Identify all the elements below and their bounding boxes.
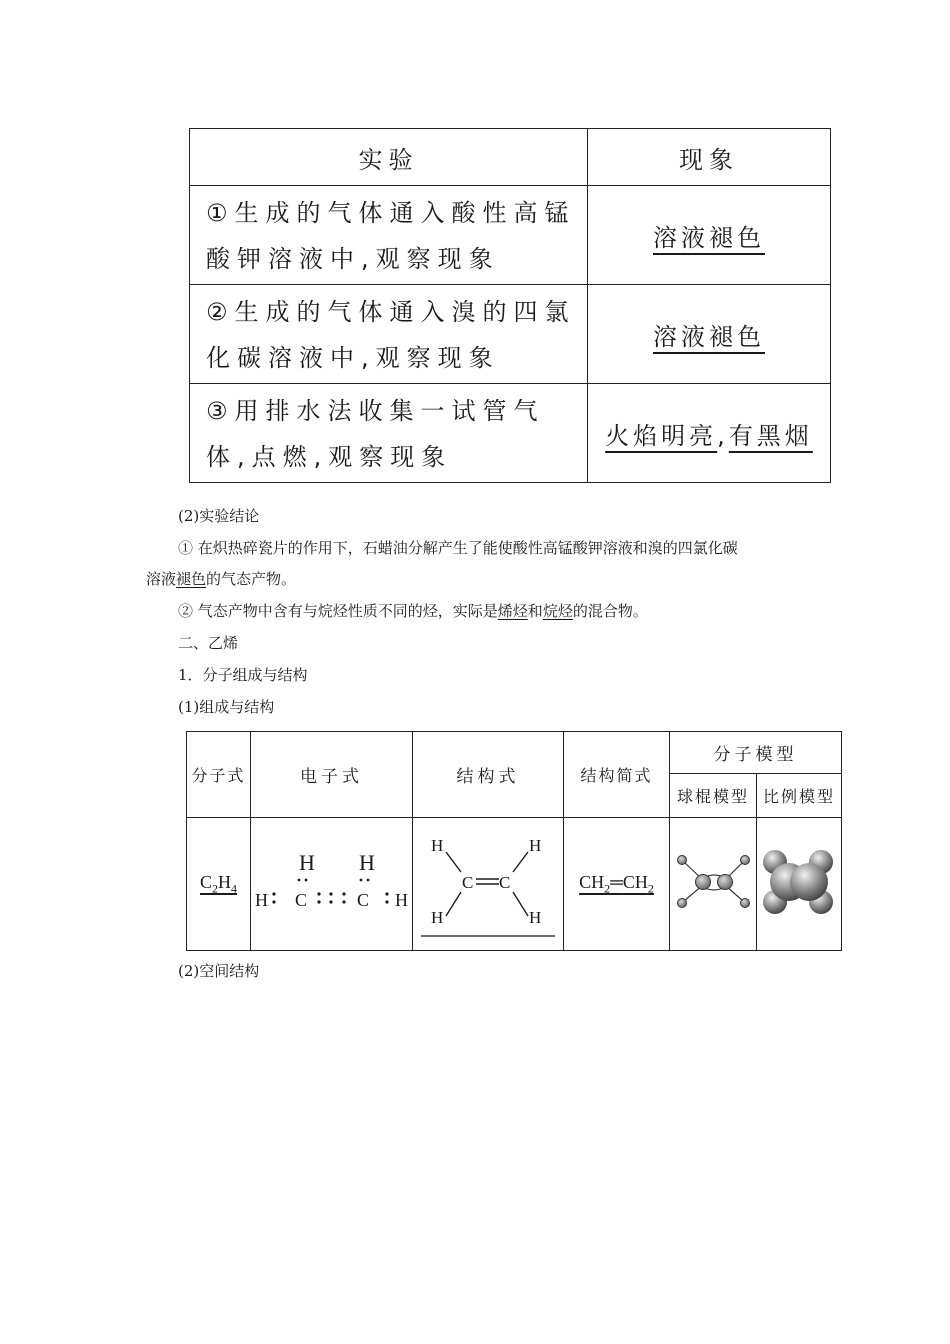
phenomenon-separator: , (717, 421, 729, 450)
space-filling-model-cell (757, 818, 842, 951)
h-atom: H (431, 908, 444, 927)
phenomenon-text: 火焰明亮 (605, 421, 718, 450)
h-atom: H (359, 850, 375, 875)
conclusion-paragraph-1a: ① 在炽热碎瓷片的作用下，石蜡油分解产生了能使酸性高锰酸钾溶液和溴的四氯化碳 (178, 539, 738, 557)
conclusion-paragraph-2 (178, 601, 648, 621)
header-simplified-formula: 结构简式 (564, 732, 670, 818)
molecular-formula-cell (187, 818, 251, 951)
underlined-answer: 烯烃 (497, 602, 528, 620)
header-molecular-model: 分子模型 (670, 732, 842, 774)
experiment-cell: ②生成的气体通入溴的四氯化碳溶液中,观察现象 (190, 285, 588, 384)
space-filling-model-image (757, 818, 841, 946)
table-row (187, 818, 842, 951)
ethylene-structure-table (186, 731, 842, 951)
electron-formula-diagram (251, 818, 412, 946)
c-atom: C (499, 873, 511, 892)
subsection-heading: (1)组成与结构 (178, 698, 275, 716)
group-symbol: CH (622, 871, 648, 892)
table-row (190, 186, 831, 285)
subscript: 2 (647, 881, 654, 896)
header-structural-formula: 结构式 (413, 732, 564, 818)
phenomenon-cell (588, 285, 831, 384)
experiment-cell: ③用排水法收集一试管气体,点燃,观察现象 (190, 384, 588, 483)
text-span: ② 气态产物中含有与烷烃性质不同的烃，实际是 (178, 602, 498, 620)
subsection-heading: (2)空间结构 (178, 962, 260, 980)
electron-formula-cell (251, 818, 413, 951)
h-atom: H (529, 908, 542, 927)
electron-dots (272, 879, 388, 904)
h-atom: H (299, 850, 315, 875)
header-molecular-formula: 分子式 (187, 732, 251, 818)
h-atom: H (395, 890, 408, 910)
structural-formula-diagram (413, 818, 563, 946)
c-atom: C (357, 890, 370, 910)
text-span: 溶液 (146, 570, 177, 588)
conclusion-paragraph-1b (146, 569, 296, 589)
c-atom: C (462, 873, 474, 892)
subsection-heading: 1．分子组成与结构 (178, 666, 308, 684)
header-phenomenon: 现象 (588, 129, 831, 186)
header-space-filling-model: 比例模型 (757, 774, 842, 818)
subscript: 4 (231, 881, 237, 896)
structural-formula-cell (413, 818, 564, 951)
phenomenon-text: 溶液褪色 (653, 322, 765, 351)
simplified-formula (579, 871, 654, 896)
header-ball-stick-model: 球棍模型 (670, 774, 757, 818)
text-span: 的气态产物。 (206, 570, 297, 588)
subscript: 2 (212, 881, 218, 896)
subscript: 2 (604, 881, 611, 896)
underlined-answer: 褪色 (176, 570, 207, 588)
conclusion-heading: (2)实验结论 (178, 507, 260, 525)
ball-stick-model-cell (670, 818, 757, 951)
table-header-row (187, 732, 842, 774)
phenomenon-cell (588, 186, 831, 285)
h-atom: H (529, 836, 542, 855)
section-heading: 二、乙烯 (178, 634, 239, 652)
atom-symbol: C (199, 871, 212, 892)
molecular-formula (199, 871, 237, 896)
phenomenon-text-2: 有黑烟 (728, 421, 813, 450)
header-experiment: 实验 (190, 129, 588, 186)
underlined-answer: 烷烃 (542, 602, 573, 620)
header-electron-formula: 电子式 (251, 732, 413, 818)
phenomenon-cell (588, 384, 831, 483)
h-atom: H (255, 890, 268, 910)
ball-stick-model-image (670, 818, 756, 946)
c-atom: C (295, 890, 308, 910)
group-symbol: CH (579, 871, 605, 892)
experiment-table (189, 128, 831, 483)
text-span: 的混合物。 (572, 602, 648, 620)
table-row (190, 384, 831, 483)
atom-symbol: H (218, 871, 231, 892)
phenomenon-text: 溶液褪色 (653, 223, 765, 252)
text-span: 和 (527, 602, 543, 620)
table-row (190, 285, 831, 384)
h-atom: H (431, 836, 444, 855)
simplified-formula-cell (564, 818, 670, 951)
experiment-cell: ①生成的气体通入酸性高锰酸钾溶液中,观察现象 (190, 186, 588, 285)
double-bond: ═ (610, 871, 623, 892)
experiment-table-header (190, 129, 831, 186)
